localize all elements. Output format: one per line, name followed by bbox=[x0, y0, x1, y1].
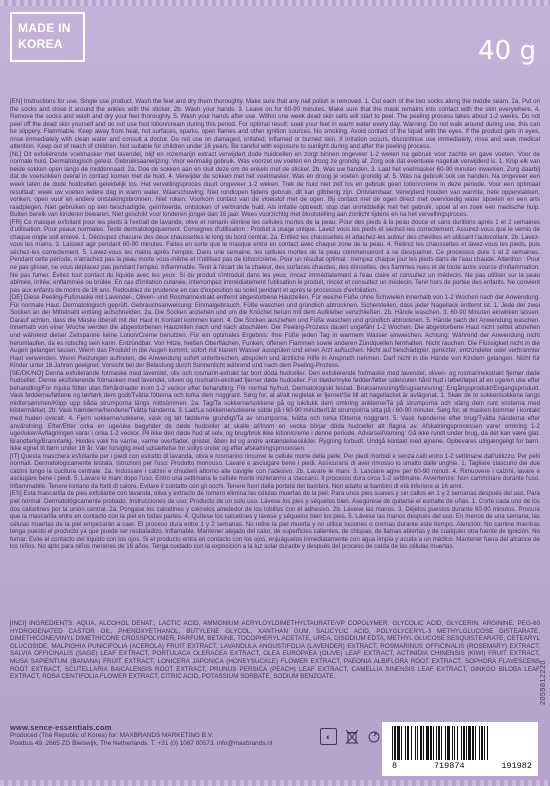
barcode-bars bbox=[392, 726, 532, 760]
instructions-se-dk-no: [SE/DK/NO] Denna exfolierande fotmaske med lavendel, oliv och rosmarin-extrakt tar bort döda hudceller. Den exfolierende fodmaske med lavendel, oliven- og rosmarinekstrakt fjerner døde hudceller. Denne eksfolierende fotmasken med lavendel, oliven og rosmarin-ekstrakt fjerner døde hudceller. For bløde/myke fødder/føtter uden/uten hård hud i løbet/løpet af en uge/en uke efter behandling/For mjuka fötter utan förhårdnader inom 1-2 veckor efter behandling. För normal hy/hud. Dermatologiskt testad. Bruksanvisning/Brugsanvisning: Engångsprodukt/Engangsprodukt. Vask fødderne/føttene og tør/tørk dem godt/Tvätta fötterna och torka dem noggrant. Sørg for, at al/alt neglelak er fjernet/Se till att nagellacket är avlägsnat. 1. Skær de to sokker/sokkene langs midtersømmen/Klipp upp båda strumporna längs mittsömmen. 2a. Tag/Ta sokkerne/sokkene på og luk/lukk dem omkring anklerne/Ta på strumporna och stäng dem runt vristerna med klistermärket. 2b. Vask hænderne/hendene/Tvätta händerna. 3. Lad/La sokkerne/sokkene sidde på i 60-90 minutter/Låt strumporna sitta på i 60-90 minuter. Sørg for, at masken kommer i kontakt med huden overalt. 4. Fjern sokkerne/sokkene, vask og tør fødderne grundigt/Ta av strumporna, tvätta och torka fötterna noggrant. 5. Vask hænderne efter brug/Tvätta händerna efter användning. Efter/Etter cirka en uge/uke begynder de døde hudceller at skalle af/Inom en vecka börjar döda hudceller att flagna av. Afskalningsprocessen varer omkring 1-2 uger/uker/Avflagningen varar i cirka 1-2 veckor. Pil ikke den døde hud af selv, og brug/bruk ikke lotion/creme i denne periode. Advarsel/Varning: Gå ikke rundt under brug, da det kan være glat. Brandfarlig/Brannfarlig. Holdes væk fra varme, varme overflader, gnister, åben ild og andre antændelseskilder. Rygning forbudt. Undgå kontakt med øjnene. Opbevares utilgængeligt for børn. Ikke egnet til børn under 16 år. Vær forsigtig med udsættelse for sollys under og efter afskalningsprocessen. bbox=[10, 369, 540, 453]
manufacturer-info bbox=[10, 724, 310, 748]
instructions-es: [ES] Esta mascarilla de pies exfoliante con lavanda, oliva y extracto de romero elimina las células muertas de la piel. Para unos pies suaves y sin callos en 1 y 2 semanas después del uso. Para piel normal. Dermatológicamente probado. Instrucciones de uso: Producto de un solo uso. Lávese los pies y séquelos bien. Asegúrese de quitarse el esmalte de uñas. 1. Corte cada uno de los dos calcetines por la unión central. 2a. Póngase los calcetines y ciérrelos alrededor de los tobillos con el adhesivo. 2b. Lávese las manos. 3. Déjelos puestos durante 60-90 minutos. Procure que la mascarilla entre en contacto con la piel en todas partes. 4. Quítese los calcetines y lávese y séquelos bien los pies. 5. Lávese las manos después del uso. En menos de una semana, las células muertas de la piel empezarán a caer. El proceso dura entre 1 y 2 semanas. No retire la piel muerta y no utilice lociones o cremas durante este tiempo. Atención: No camine mientras tenga puesto el producto ya que puede ser resbaladizo. Inflamable. Mantener alejado del calor, de superficies calientes, de chispas, de llamas abiertas y de cualquier otra fuente de ignición. No fumar. Evite el contacto del líquido con los ojos. Si el producto entra en contacto con los ojos, enjuáguelos inmediatamente con agua limpia y acuda a un médico. Mantener fuera del alcance de los niños. No apto para niños menores de 16 años. Tenga cuidado con la exposición a la luz solar durante y después del proceso de caída de las células muertas. bbox=[10, 490, 540, 551]
instructions-it: [IT] Questa maschera esfoliante per i piedi con estratto di lavanda, oliva e rosmarino rimuove le cellule morte della pelle. Per piedi morbidi e senza calli entro 1-2 settimane dall'utilizzo. Per pelli normali. Dermatologicamente testata. Istruzioni per l'uso: Prodotto monouso. Lavare e asciugare bene i piedi. Assicurarsi di aver rimosso lo smalto dalle unghie. 1. Tagliare ciascuno dei due calzini lungo la cucitura centrale. 2a. Indossare i calzini e chiuderli attorno alle caviglie con l'adesivo. 2b. Lavare le mani. 3. Lasciare agire per 60-90 minuti. 4. Rimuovere i calzini, lavare e asciugare bene i piedi. 5. Lavare le mani dopo l'uso. Entro una settimana le cellule morte inizieranno a staccarsi. Il processo dura circa 1-2 settimane. Avvertenze: Non camminare durante l'uso. Infiammabile. Tenere lontano da fonti di calore. Evitare il contatto con gli occhi. Tenere fuori dalla portata dei bambini. Non adatto ai bambini di età inferiore ai 16 anni. bbox=[10, 452, 540, 490]
period-after-opening-icon: ◐ bbox=[320, 728, 337, 745]
crimp-edge-bottom bbox=[0, 780, 550, 786]
instructions-fr: [FR] Ce masque exfoliant pour les pieds à l'extrait de lavande, olive et romarin élimine les cellules mortes de la peau. Pour des pieds à la peau douce et sans durillons après 1 et 2 semaines d'utilisation. Pour peaux normales. Testé dermatologiquement. Consignes d'utilisation : Produit à usage unique. Lavez vous les pieds et séchez-les correctement. Assurez-vous que le vernis de chaque ongle soit enlevé. 1. Découpez chacune des deux chaussettes le long du bord central. 2a. Enfilez les chaussettes et attachez-les autour des chevilles en utilisant l'autocollant. 2b. Lavez-vous les mains. 3. Laissez agir pendant 60-90 minutes. Faites en sorte que le masque entre en contact avec chaque zone de la peau. 4. Retirez les chaussettes et lavez-vous les pieds, puis séchez-les correctement. 5. Lavez-vous les mains après l'emploi. Dans une semaine, les cellules mortes de la peau commenceront à se desquamer. Ce processus dure 1 et 2 semaines. Pendant cette période, n'arrachez pas la peau morte vous-même et n'utilisez pas de lotion/crème. Pour un résultat optimal : trempez chaque jour les pieds dans de l'eau chaude. Attention : Pour ne pas glisser, ne vous déplacez pas pendant l'emploi. Inflammable. Tenir à l'écart de la chaleur, des surfaces chaudes, des étincelles, des flammes nues et de toute autre source d'inflammation. Ne pas fumer. Évitez tout contact du liquide avec les yeux. Si du produit s'introduit dans les yeux, rincez immédiatement à l'eau claire et consultez un médecin. Ne pas utiliser sur la peau abîmée, irritée, enflammée ou brûlée. En cas d'irritation cutanée, interrompez immédiatement l'utilisation le produit, rincez et consultez un médecin. Tenir hors de portée des enfants. Ne convient pas aux enfants de moins de 16 ans. Redoublez de prudence en cas d'exposition au soleil pendant et après le processus d'exfoliation. bbox=[10, 218, 540, 294]
recycle-icon bbox=[367, 729, 381, 745]
ingredients-list: [INCI] INGREDIENTS: AQUA, ALCOHOL DENAT., LACTIC ACID, AMMONIUM ACRYLOYLDIMETHYLTAURATE/VP COPOLYMER, GLYCOLIC ACID, GLYCERIN, ARGININE, PEG-60 HYDROGENATED CASTOR OIL, PHENOXYETHANOL, BUTYLENE GLYCOL, XANTHAN GUM, SALICYLIC ACID, POLYGLYCERYL-3 METHYLGLUCOSE DISTEARATE, DIMETHICONE/VINYL DIMETHICONE CROSSPOLYMER, PARFUM, BETAINE, TOCOPHERYL ACETATE, UREA, DISODIUM EDTA, METHYL GLUCOSE SESQUISTEARATE, CETEARYL GLUCOSIDE, MALPIGHIA PUNICIFOLIA (ACEROLA) FRUIT EXTRACT, LAVANDULA ANGUSTIFOLIA (LAVENDER) EXTRACT, ROSMARINUS OFFICINALIS (ROSEMARY) EXTRACT, SALVIA OFFICINALIS (SAGE) LEAF EXTRACT, PORTULACA OLERACEA EXTRACT, OLEA EUROPAEA (OLIVE) LEAF EXTRACT, ACTINIDIA CHINENSIS (KIWI) FRUIT EXTRACT, MUSA SAPIENTUM (BANANA) FRUIT EXTRACT, LONICERA JAPONICA (HONEYSUCKLE) FLOWER EXTRACT, PAEONIA ALBIFLORA ROOT EXTRACT, SOPHORA FLAVESCENS ROOT EXTRACT, SCUTELLARIA BAICALENSIS ROOT EXTRACT, PRUNUS PERSICA (PEACH) LEAF EXTRACT, CAMELLIA SINENSIS LEAF EXTRACT, GINKGO BILOBA LEAF EXTRACT, ROSA CENTIFOLIA FLOWER EXTRACT, CITRIC ACID, POTASSIUM SORBATE, SODIUM BENZOATE. bbox=[10, 620, 540, 681]
barcode-left-digits: 719874 bbox=[433, 761, 465, 771]
producer-line: Produced (The Republic of Korea) for: MAXBRANDS MARKETING B.V. bbox=[10, 732, 214, 739]
website-url: www.sence-essentials.com bbox=[10, 723, 112, 732]
barcode-stripe bbox=[488, 726, 489, 760]
lot-number: 2059812220 bbox=[540, 660, 547, 705]
symbols bbox=[320, 728, 381, 745]
net-weight: 40 g bbox=[478, 36, 536, 66]
instructions-en: [EN] Instructions for use: Single use product. Wash the feet and dry them thoroughly. Make sure that any nail polish is removed. 1. Cut each of the two socks along the middle seam. 2a. Put on the socks and close it around the ankles with the sticker. 2b. Wash your hands. 3. Leave on for 60-90 minutes. Make sure that the mask remains into contact with the skin everywhere. 4. Remove the socks and wash and dry your feet thoroughly. 5. Wash your hands after use. Within one week dead skin cells will start to peel. The peeling process takes about 1-2 weeks. Do not peel off the dead skin yourself and do not use foot lotion/cream during this period. For optimal result: soak your feet in warm water every day. Warning: Do not walk around during use, this can be slippery. Flammable. Keep away from heat, hot surfaces, sparks, open flames and other ignition sources. No smoking. Avoid contact of the liquid with the eyes. If the product gets in eyes, rinse immediately with clean water and consult a doctor. Do not use on damaged, irritated, inflamed or burned skin. If irritation occurs, discontinue use immediately, rinse and seek medical attention. Keep out of reach of children. Not suitable for children under 16 years. Be careful with exposure to sunlight during and after the peeling process. bbox=[10, 98, 540, 151]
instructions-nl: [NL] Dit exfoliërende voetmasker met lavendel, olijf en rozemarijn extract verwijdert dode huidcellen en zorgt binnen ongeveer 1-2 weken na gebruik voor zachte en gave voeten. Voor de normale huid. Dermatologisch getest. Gebruiksaanwijzing: Voor eenmalig gebruik. Was voorzet uw voeten en droog ze grondig af. Zorg ook dat eventuele nagellak verwijderd is. 1. Knip elk van beide sokken open langs de middennaad. 2a. Doe de sokken aan en sluit deze om de enkels met de sticker. 2b. Was uw handen. 3. Laat het voetmasker 60-90 minuten inwerken. Zorg daarbij dat de voetsokken overal in contact komen met de huid. 4. Verwijder de sokken met het voetmasker. Was en droog je voeten grondig af. 5. Was na gebruik ook uw handen. Na ongeveer een week laten de dode huidcellen geleidelijk los. Het vervellingsproces duurt ongeveer 1-2 weken. Trek de huid niet zelf los en gebruik geen lotion/crème in deze periode. Voor een optimaal resultaat: week uw voeten iedere dag in warm water. Waarschuwing: Niet rondlopen tijdens gebruik, dit kan glibberig zijn. Ontvlambaar. Verwijderd houden van warmte, hete oppervlakken, vonken, open vuur en andere ontstekingsbronnen. Niet roken. Voorkom contact van de vloeistof met de ogen. Bij contact met de ogen direct met overvloedig water spoelen en een arts raadplegen. Niet gebruiken op een beschadigde, geïrriteerde, ontstoken of verbrande huid. Als irritatie optreedt, stop dan onmiddellijk met het gebruik, spoel af en zoek een medische hulp. Buiten bereik van kinderen bewaren. Niet geschikt voor kinderen jonger dan 16 jaar. Wees voorzichtig met blootstelling aan zonlicht tijdens en na het vervellingsproces. bbox=[10, 150, 540, 219]
barcode-digits bbox=[392, 761, 532, 771]
made-in-badge: MADE IN KOREA bbox=[10, 12, 85, 62]
address-line: Postbus 49, 2665 ZG Bleiswijk, The Netherlands. T. +31 (0) 1087 00573. info@maxbrands.nl bbox=[10, 740, 273, 747]
instructions-de: [DE] Diese Peeling-Fußmaske mit Lavendel-, Oliven- und Rosmarinextrakt entfernt abgestorbene Hautzellen. Für weiche Füße ohne Schwielen innerhalb von 1-2 Wochen nach der Anwendung. Für normale Haut. Dermatologisch geprüft. Gebrauchsanweisung: Einmalgebrauch. Füße waschen und gründlich abtrocknen. Sicherstellen, dass jeder Nagellack entfernt ist. 1. Jede der zwei Socken an der Mittelnaht entlang aufschneiden. 2a. Die Socken anziehen und um die Knöchel herum mit dem Aufkleber verschließen. 2b. Hände waschen. 3. 60-90 Minuten einwirken lassen. Darauf achten, dass die Maske überall mit der Haut in Kontakt kommen kann. 4. Die Socken ausziehen und Füße waschen und gründlich abtrocknen. 5. Hände nach der Anwendung waschen. Innerhalb von einer Woche werden die abgestorbenen Hautzellen nach und nach abschälen. Der Peeling-Prozess dauert ungefähr 1-2 Wochen. Die abgestorbene Haut nicht selbst abziehen und während dieser Zeitspanne keine Lotion/Creme benutzen. Für ein optimales Ergebnis: Ihre Füße jeden Tag in warmem Wasser einweichen. Achtung: Während der Anwendung nicht herumlaufen, da es rutschig sein kann. Entzündbar. Von Hitze, heißen Oberflächen, Funken, offenen Flammen sowie anderen Zündquellen fernhalten. Nicht rauchen. Die Flüssigkeit nicht in die Augen gelangen lassen. Wenn das Produkt in die Augen kommt, sofort mit klarem Wasser ausspülen und einen Arzt aufsuchen. Nicht auf beschädigter, gereizter, entzündeter oder verbrannter Haut verwenden. Wenn Reizungen auftreten, die Anwendung sofort unterbrechen, abspülen und ärztliche Hilfe in Anspruch nehmen. Darf nicht in die Hände von Kindern gelangen. Nicht für Kinder unter 16 Jahren geeignet. Vorsicht bei der Belastung durch Sonnenlicht während und nach dem Peeling-Prozess. bbox=[10, 294, 540, 370]
barcode-first-digit: 8 bbox=[392, 761, 398, 771]
barcode bbox=[382, 722, 538, 776]
crimp-edge-top bbox=[0, 0, 550, 6]
crossed-bin-icon bbox=[345, 729, 359, 745]
barcode-right-digits: 191982 bbox=[501, 761, 532, 771]
